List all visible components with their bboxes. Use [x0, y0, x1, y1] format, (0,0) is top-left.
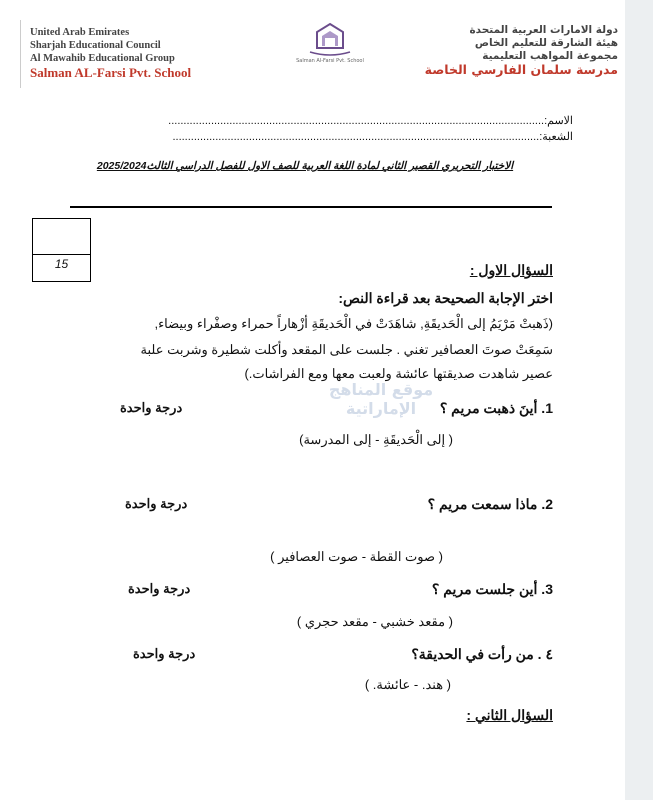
header-en-school: Salman AL-Farsi Pvt. School — [30, 65, 192, 80]
header-en-line3: Al Mawahib Educational Group — [30, 53, 175, 64]
section-field[interactable]: الشعبة:........................................................................................................................ — [172, 131, 573, 143]
header-english — [30, 26, 191, 79]
logo-caption: Salman Al-Farsi Pvt. School — [296, 58, 364, 64]
question-4-choices[interactable]: ( هند. - عائشة. ) — [364, 677, 451, 692]
q2-heading: السؤال الثاني : — [466, 707, 553, 723]
header-en-line1: United Arab Emirates — [30, 27, 130, 38]
passage-line-2: سَمِعَتْ صوتَ العصافير تغني . جلست على المقعد وأكلت شطيرة وشربت علبة — [140, 342, 553, 357]
header-ar-line3: مجموعة المواهب التعليمية — [482, 50, 618, 62]
passage-line-3: عصير شاهدت صديقتها عائشة ولعبت معها ومع الفراشات.) — [244, 366, 553, 381]
watermark: موقع المناهج الإماراتية — [328, 380, 434, 418]
header-en-line2: Sharjah Educational Council — [30, 40, 161, 51]
header-ar-line1: دولة الامارات العربية المتحدة — [469, 24, 618, 36]
score-divider — [33, 254, 90, 255]
name-field[interactable]: الاسم:........................................................................................................................... — [168, 115, 573, 127]
question-2-grade: درجة واحدة — [125, 496, 188, 511]
exam-title: الاختبار التحريري القصير الثاني لمادة اللغة العربية للصف الاول للفصل الدراسي الثالث2025/2024 — [96, 160, 514, 172]
header-ar-school: مدرسة سلمان الفارسي الخاصة — [424, 62, 618, 77]
header-divider-left — [20, 20, 21, 88]
q1-instruction: اختر الإجابة الصحيحة بعد قراءة النص: — [338, 290, 553, 306]
question-2: 2. ماذا سمعت مريم ؟ — [427, 496, 553, 512]
passage-line-1: (ذَهبتْ مَرْيَمُ إلى الْحَديقَةِ, شاهَدَتْ في الْحَديقَةِ أزْهاراً حمراء وصفْراء وبيضاء, — [154, 316, 553, 331]
title-rule — [70, 206, 552, 208]
question-4-grade: درجة واحدة — [133, 646, 196, 661]
question-3: 3. أين جلست مريم ؟ — [431, 581, 553, 597]
question-3-grade: درجة واحدة — [128, 581, 191, 596]
score-total: 15 — [54, 257, 69, 271]
q1-heading: السؤال الاول : — [469, 262, 553, 278]
question-4: ٤ . من رأت في الحديقة؟ — [411, 646, 553, 662]
question-1: 1. أينَ ذهبت مريم ؟ — [439, 400, 553, 416]
question-1-choices[interactable]: ( إلى الْحَديقَةِ - إلى المدرسة) — [299, 432, 453, 447]
header-ar-line2: هيئة الشارقة للتعليم الخاص — [474, 37, 618, 49]
question-3-choices[interactable]: ( مقعد خشبي - مقعد حجري ) — [296, 614, 453, 629]
question-1-grade: درجة واحدة — [120, 400, 183, 415]
header-arabic — [425, 24, 618, 76]
score-box — [32, 218, 91, 282]
side-panel — [625, 0, 653, 800]
question-2-choices[interactable]: ( صوت القطة - صوت العصافير ) — [270, 549, 443, 564]
